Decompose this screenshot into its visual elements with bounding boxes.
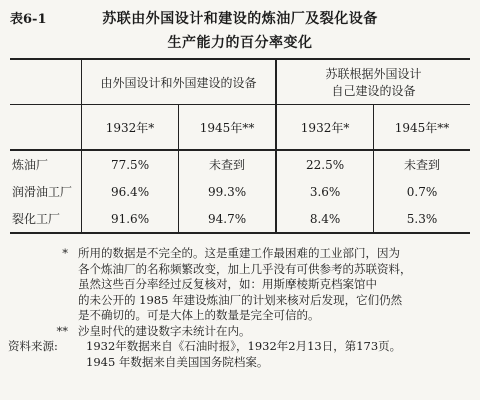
table-cell: 3.6%	[276, 178, 374, 205]
header-year: 1932年*	[276, 105, 374, 151]
header-group-domestic-line-1: 苏联根据外国设计	[325, 67, 422, 81]
table-cell: 91.6%	[82, 205, 179, 233]
footnote-1-line: 虽然这些百分率经过反复核对，如：用斯摩棱斯克档案馆中	[78, 277, 377, 291]
table-cell: 8.4%	[276, 205, 374, 233]
footnote-2-text: 沙皇时代的建设数字未统计在内。	[78, 323, 251, 338]
source-line: 1945 年数据来自美国国务院档案。	[86, 354, 269, 369]
table-cell: 99.3%	[179, 178, 277, 205]
row-label: 裂化工厂	[10, 205, 82, 233]
header-year: 1945年**	[374, 105, 470, 151]
footnote-1	[8, 246, 472, 324]
source-line: 1932年数据来自《石油时报》，1932年2月13日，第173页。	[86, 339, 402, 353]
header-row-groups	[10, 59, 470, 105]
row-label: 炼油厂	[12, 158, 49, 172]
footnote-1-line: 的未公开的 1985 年建设炼油厂的计划来核对后发现，它们仍然	[78, 292, 403, 307]
table-cell: 77.5%	[82, 150, 179, 178]
footnotes	[8, 246, 472, 370]
footnote-1-line: 各个炼油厂的名称频繁改变，加上几乎没有可供参考的苏联资料，	[78, 261, 412, 276]
footnote-1-line: 是不确切的。可是大体上的数量是完全可信的。	[78, 308, 320, 322]
footnote-2-mark: **	[56, 323, 68, 338]
table-cell: 未查到	[374, 150, 470, 178]
table-row	[10, 205, 470, 233]
table-row	[10, 178, 470, 205]
header-corner	[10, 59, 82, 105]
source-label: 资料来源:	[8, 339, 58, 353]
header-group-foreign: 由外国设计和外国建设的设备	[82, 59, 277, 105]
table-cell: 0.7%	[374, 178, 470, 205]
table-cell: 未查到	[179, 150, 277, 178]
table-cell: 22.5%	[276, 150, 374, 178]
header-group-domestic-line-2: 自己建设的设备	[331, 84, 416, 98]
header-row-years	[10, 105, 470, 151]
footnote-1-line: 所用的数据是不完全的。这是重建工作最困难的工业部门，因为	[78, 246, 400, 260]
table-cell: 94.7%	[179, 205, 277, 233]
header-year-corner	[10, 105, 82, 151]
row-label: 润滑油工厂	[12, 185, 73, 199]
table-row	[10, 150, 470, 178]
header-year: 1932年*	[82, 105, 179, 151]
table-title-line-2: 生产能力的百分率变化	[167, 35, 313, 51]
table-cell: 96.4%	[82, 178, 179, 205]
header-group-domestic	[276, 59, 470, 105]
source-note	[8, 339, 472, 370]
capacity-table	[10, 58, 470, 234]
table-title-line-1: 苏联由外国设计和建设的炼油厂及裂化设备	[102, 11, 378, 27]
footnote-2	[8, 324, 472, 340]
header-year: 1945年**	[179, 105, 277, 151]
table-label: 表6-1	[10, 12, 47, 27]
table-cell: 5.3%	[374, 205, 470, 233]
footnote-1-mark: *	[62, 246, 68, 260]
